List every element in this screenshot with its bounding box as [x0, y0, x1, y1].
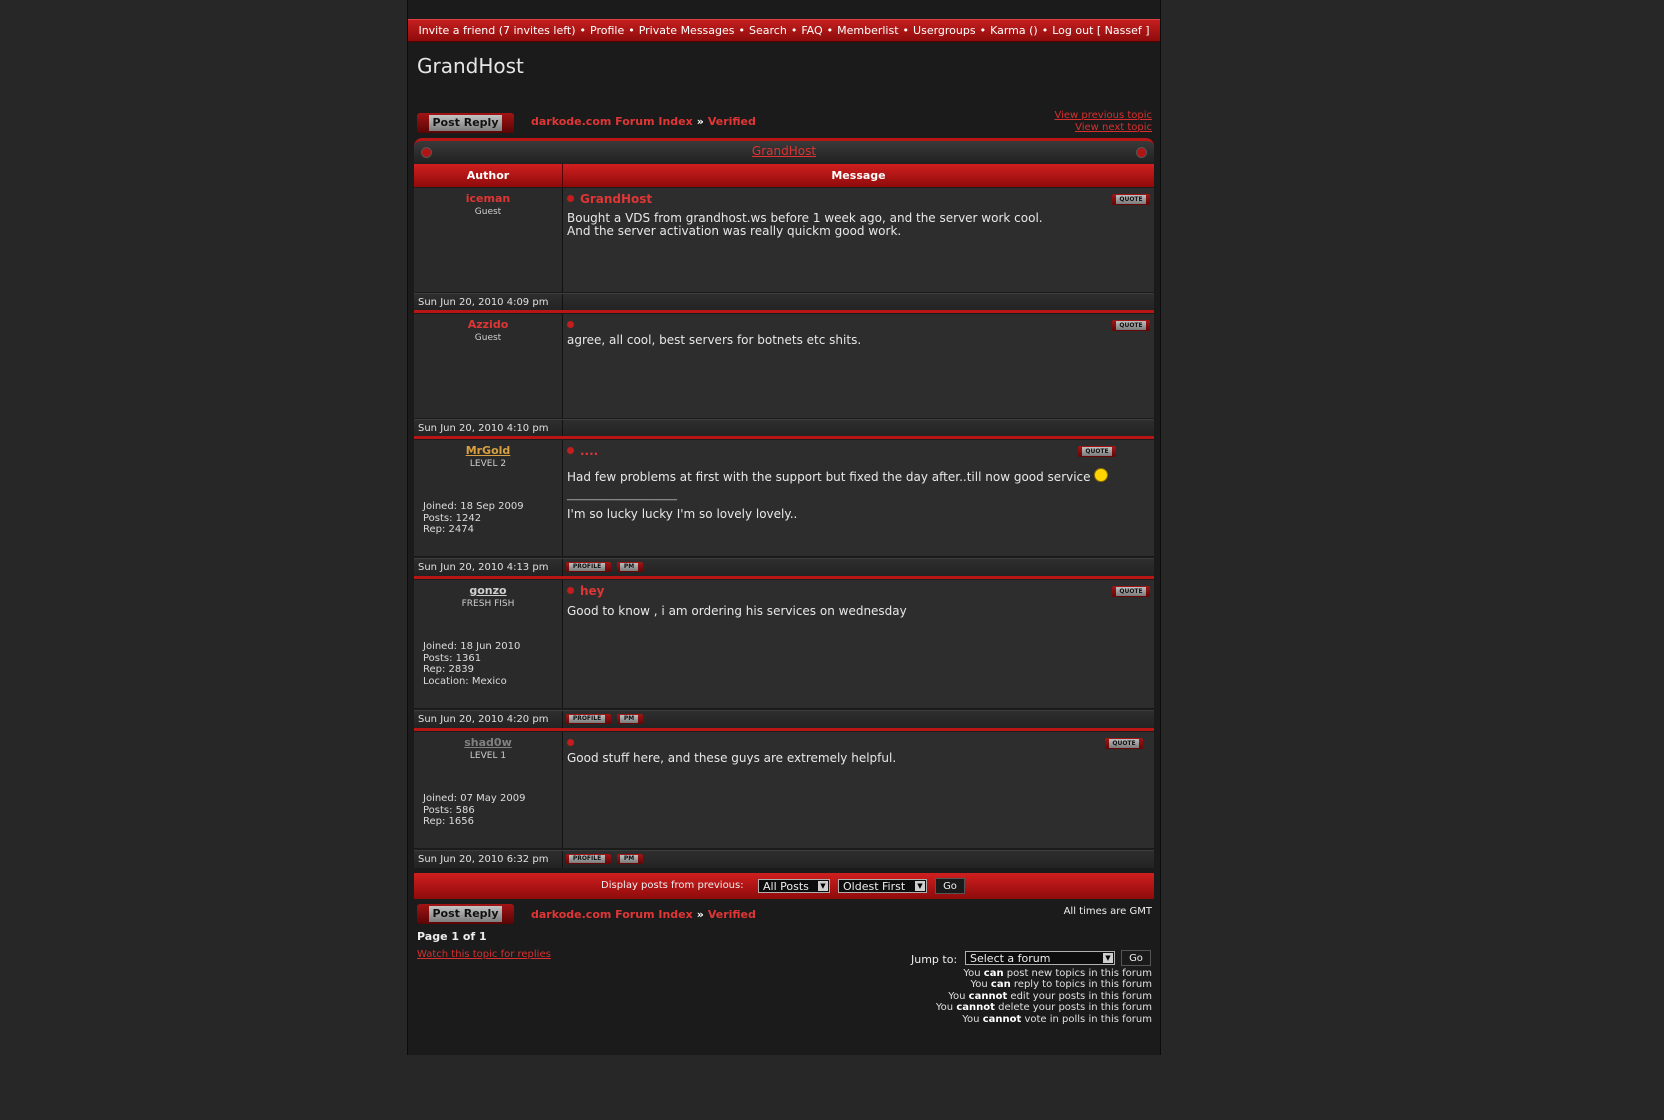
- author-rank: FRESH FISH: [461, 599, 515, 609]
- post-body: Good to know , i am ordering his services on wednesday: [567, 604, 907, 618]
- profile-button[interactable]: PROFILE: [566, 562, 611, 572]
- breadcrumb-bottom: darkode.com Forum Index » Verified: [531, 908, 756, 921]
- permission-line: You cannot edit your posts in this forum: [948, 990, 1152, 1002]
- post-author[interactable]: MrGold: [465, 444, 511, 457]
- post-footer: [414, 850, 1154, 868]
- permission-line: You cannot vote in polls in this forum: [962, 1013, 1152, 1025]
- nav-memberlist-link[interactable]: Memberlist: [837, 24, 899, 37]
- pm-button[interactable]: PM: [617, 854, 643, 864]
- post-footer: [414, 293, 1154, 311]
- message-column-header: Message: [831, 169, 886, 182]
- bullet-icon: [1136, 147, 1147, 158]
- post-author: iceman: [465, 192, 511, 205]
- pm-button[interactable]: PM: [617, 562, 643, 572]
- quote-button[interactable]: QUOTE: [1078, 446, 1116, 457]
- post-body: Had few problems at first with the support but fixed the day after..till now good service: [567, 468, 1108, 484]
- signature-divider: ______________________: [567, 490, 677, 501]
- post-subject: hey: [567, 584, 605, 598]
- timezone-note: All times are GMT: [1063, 906, 1152, 917]
- post: [414, 314, 1154, 439]
- page-indicator: Page 1 of 1: [417, 930, 487, 943]
- nav-karma-link[interactable]: Karma (): [990, 24, 1038, 37]
- nav-private-messages-link[interactable]: Private Messages: [638, 24, 735, 37]
- view-previous-topic-link[interactable]: View previous topic: [1054, 110, 1152, 121]
- breadcrumb-forum-link[interactable]: Verified: [707, 908, 756, 921]
- column-header: [414, 164, 1154, 187]
- nav-invite-link[interactable]: Invite a friend (7 invites left): [418, 24, 576, 37]
- author-stats: Joined: 18 Jun 2010 Posts: 1361 Rep: 2839 Location: Mexico: [423, 641, 521, 687]
- author-rank: Guest: [474, 333, 502, 343]
- post-icon: [567, 195, 574, 202]
- author-cell: [414, 580, 563, 708]
- chevron-down-icon: ▼: [915, 881, 925, 891]
- post: [414, 732, 1154, 872]
- quote-button[interactable]: QUOTE: [1112, 320, 1150, 331]
- page-title: GrandHost: [417, 54, 524, 78]
- quote-button[interactable]: QUOTE: [1112, 194, 1150, 205]
- post-subject: GrandHost: [567, 192, 652, 206]
- quote-button[interactable]: QUOTE: [1105, 738, 1143, 749]
- message-cell: [563, 580, 1154, 708]
- post-order-select[interactable]: Oldest First ▼: [838, 879, 927, 893]
- pm-button[interactable]: PM: [617, 714, 643, 724]
- author-stats: Joined: 07 May 2009 Posts: 586 Rep: 1656: [423, 793, 526, 827]
- post-icon: [567, 321, 574, 328]
- author-cell: [414, 188, 563, 292]
- topic-title-bar: [414, 138, 1154, 165]
- jump-to-select[interactable]: Select a forum ▼: [965, 951, 1115, 965]
- nav-profile-link[interactable]: Profile: [590, 24, 625, 37]
- chevron-down-icon: ▼: [1103, 953, 1113, 963]
- breadcrumb-index-link[interactable]: darkode.com Forum Index: [531, 908, 693, 921]
- post-body: Bought a VDS from grandhost.ws before 1 week ago, and the server work cool. And the server activation was really quickm good work.: [567, 211, 1043, 238]
- author-rank: Guest: [474, 207, 502, 217]
- profile-button[interactable]: PROFILE: [566, 714, 611, 724]
- post-date: Sun Jun 20, 2010 4:09 pm: [418, 297, 549, 308]
- post-icon: [567, 739, 574, 746]
- message-cell: [563, 314, 1154, 418]
- post-footer: [414, 558, 1154, 576]
- post-date: Sun Jun 20, 2010 6:32 pm: [418, 854, 549, 865]
- breadcrumb-forum-link[interactable]: Verified: [707, 115, 756, 128]
- post-body: Good stuff here, and these guys are extremely helpful.: [567, 751, 897, 765]
- author-cell: [414, 732, 563, 848]
- post-author[interactable]: shad0w: [464, 736, 512, 749]
- post: [414, 188, 1154, 313]
- nav-usergroups-link[interactable]: Usergroups: [913, 24, 976, 37]
- post-signature: I'm so lucky lucky I'm so lovely lovely..: [567, 507, 798, 521]
- page-wrapper: [407, 0, 1161, 1055]
- author-column-header: Author: [466, 169, 510, 182]
- topic-title-link[interactable]: GrandHost: [751, 144, 817, 158]
- message-cell: [563, 188, 1154, 292]
- display-posts-select[interactable]: All Posts ▼: [758, 879, 830, 893]
- watch-topic-link[interactable]: Watch this topic for replies: [417, 949, 551, 960]
- post-icon: [567, 447, 574, 454]
- author-rank: LEVEL 2: [469, 459, 507, 469]
- post-icon: [567, 587, 574, 594]
- post-body: agree, all cool, best servers for botnets etc shits.: [567, 333, 862, 347]
- message-cell: [563, 440, 1154, 556]
- chevron-down-icon: ▼: [818, 881, 828, 891]
- post-date: Sun Jun 20, 2010 4:20 pm: [418, 714, 549, 725]
- nav-logout-link[interactable]: Log out [ Nassef ]: [1052, 24, 1150, 37]
- post-reply-button-bottom[interactable]: Post Reply: [417, 904, 514, 924]
- post-date: Sun Jun 20, 2010 4:13 pm: [418, 562, 549, 573]
- top-nav-bar: Invite a friend (7 invites left) • Profile • Private Messages • Search • FAQ • Memberlist • Usergroups • Karma () • Log out [ Nassef ]: [408, 19, 1160, 42]
- display-options-bar: [414, 873, 1154, 899]
- breadcrumb: darkode.com Forum Index » Verified: [531, 115, 756, 128]
- post-date: Sun Jun 20, 2010 4:10 pm: [418, 423, 549, 434]
- post-author: Azzido: [467, 318, 509, 331]
- display-posts-label: Display posts from previous:: [601, 880, 744, 891]
- message-cell: [563, 732, 1154, 848]
- quote-button[interactable]: QUOTE: [1112, 586, 1150, 597]
- nav-faq-link[interactable]: FAQ: [801, 24, 823, 37]
- post-footer: [414, 710, 1154, 728]
- display-go-button[interactable]: Go: [935, 878, 965, 894]
- jump-go-button[interactable]: Go: [1121, 950, 1151, 966]
- breadcrumb-index-link[interactable]: darkode.com Forum Index: [531, 115, 693, 128]
- nav-search-link[interactable]: Search: [749, 24, 787, 37]
- post-subject: [567, 736, 580, 750]
- view-next-topic-link[interactable]: View next topic: [1075, 122, 1152, 133]
- smiley-icon: [1094, 468, 1108, 482]
- permission-line: You can post new topics in this forum: [963, 968, 1152, 979]
- author-rank: LEVEL 1: [469, 751, 507, 761]
- post-subject: ....: [567, 444, 598, 458]
- post: [414, 440, 1154, 578]
- author-cell: [414, 314, 563, 418]
- post-author[interactable]: gonzo: [469, 584, 507, 597]
- post-subject: [567, 318, 580, 332]
- permission-line: You cannot delete your posts in this forum: [935, 1002, 1152, 1014]
- post-reply-button[interactable]: Post Reply: [417, 113, 514, 133]
- jump-to-label: Jump to:: [911, 953, 958, 966]
- author-cell: [414, 440, 563, 556]
- profile-button[interactable]: PROFILE: [566, 854, 611, 864]
- post: [414, 580, 1154, 730]
- forum-permissions: [936, 968, 1152, 1025]
- post-footer: [414, 419, 1154, 437]
- permission-line: You can reply to topics in this forum: [970, 979, 1152, 991]
- author-stats: Joined: 18 Sep 2009 Posts: 1242 Rep: 2474: [423, 501, 524, 535]
